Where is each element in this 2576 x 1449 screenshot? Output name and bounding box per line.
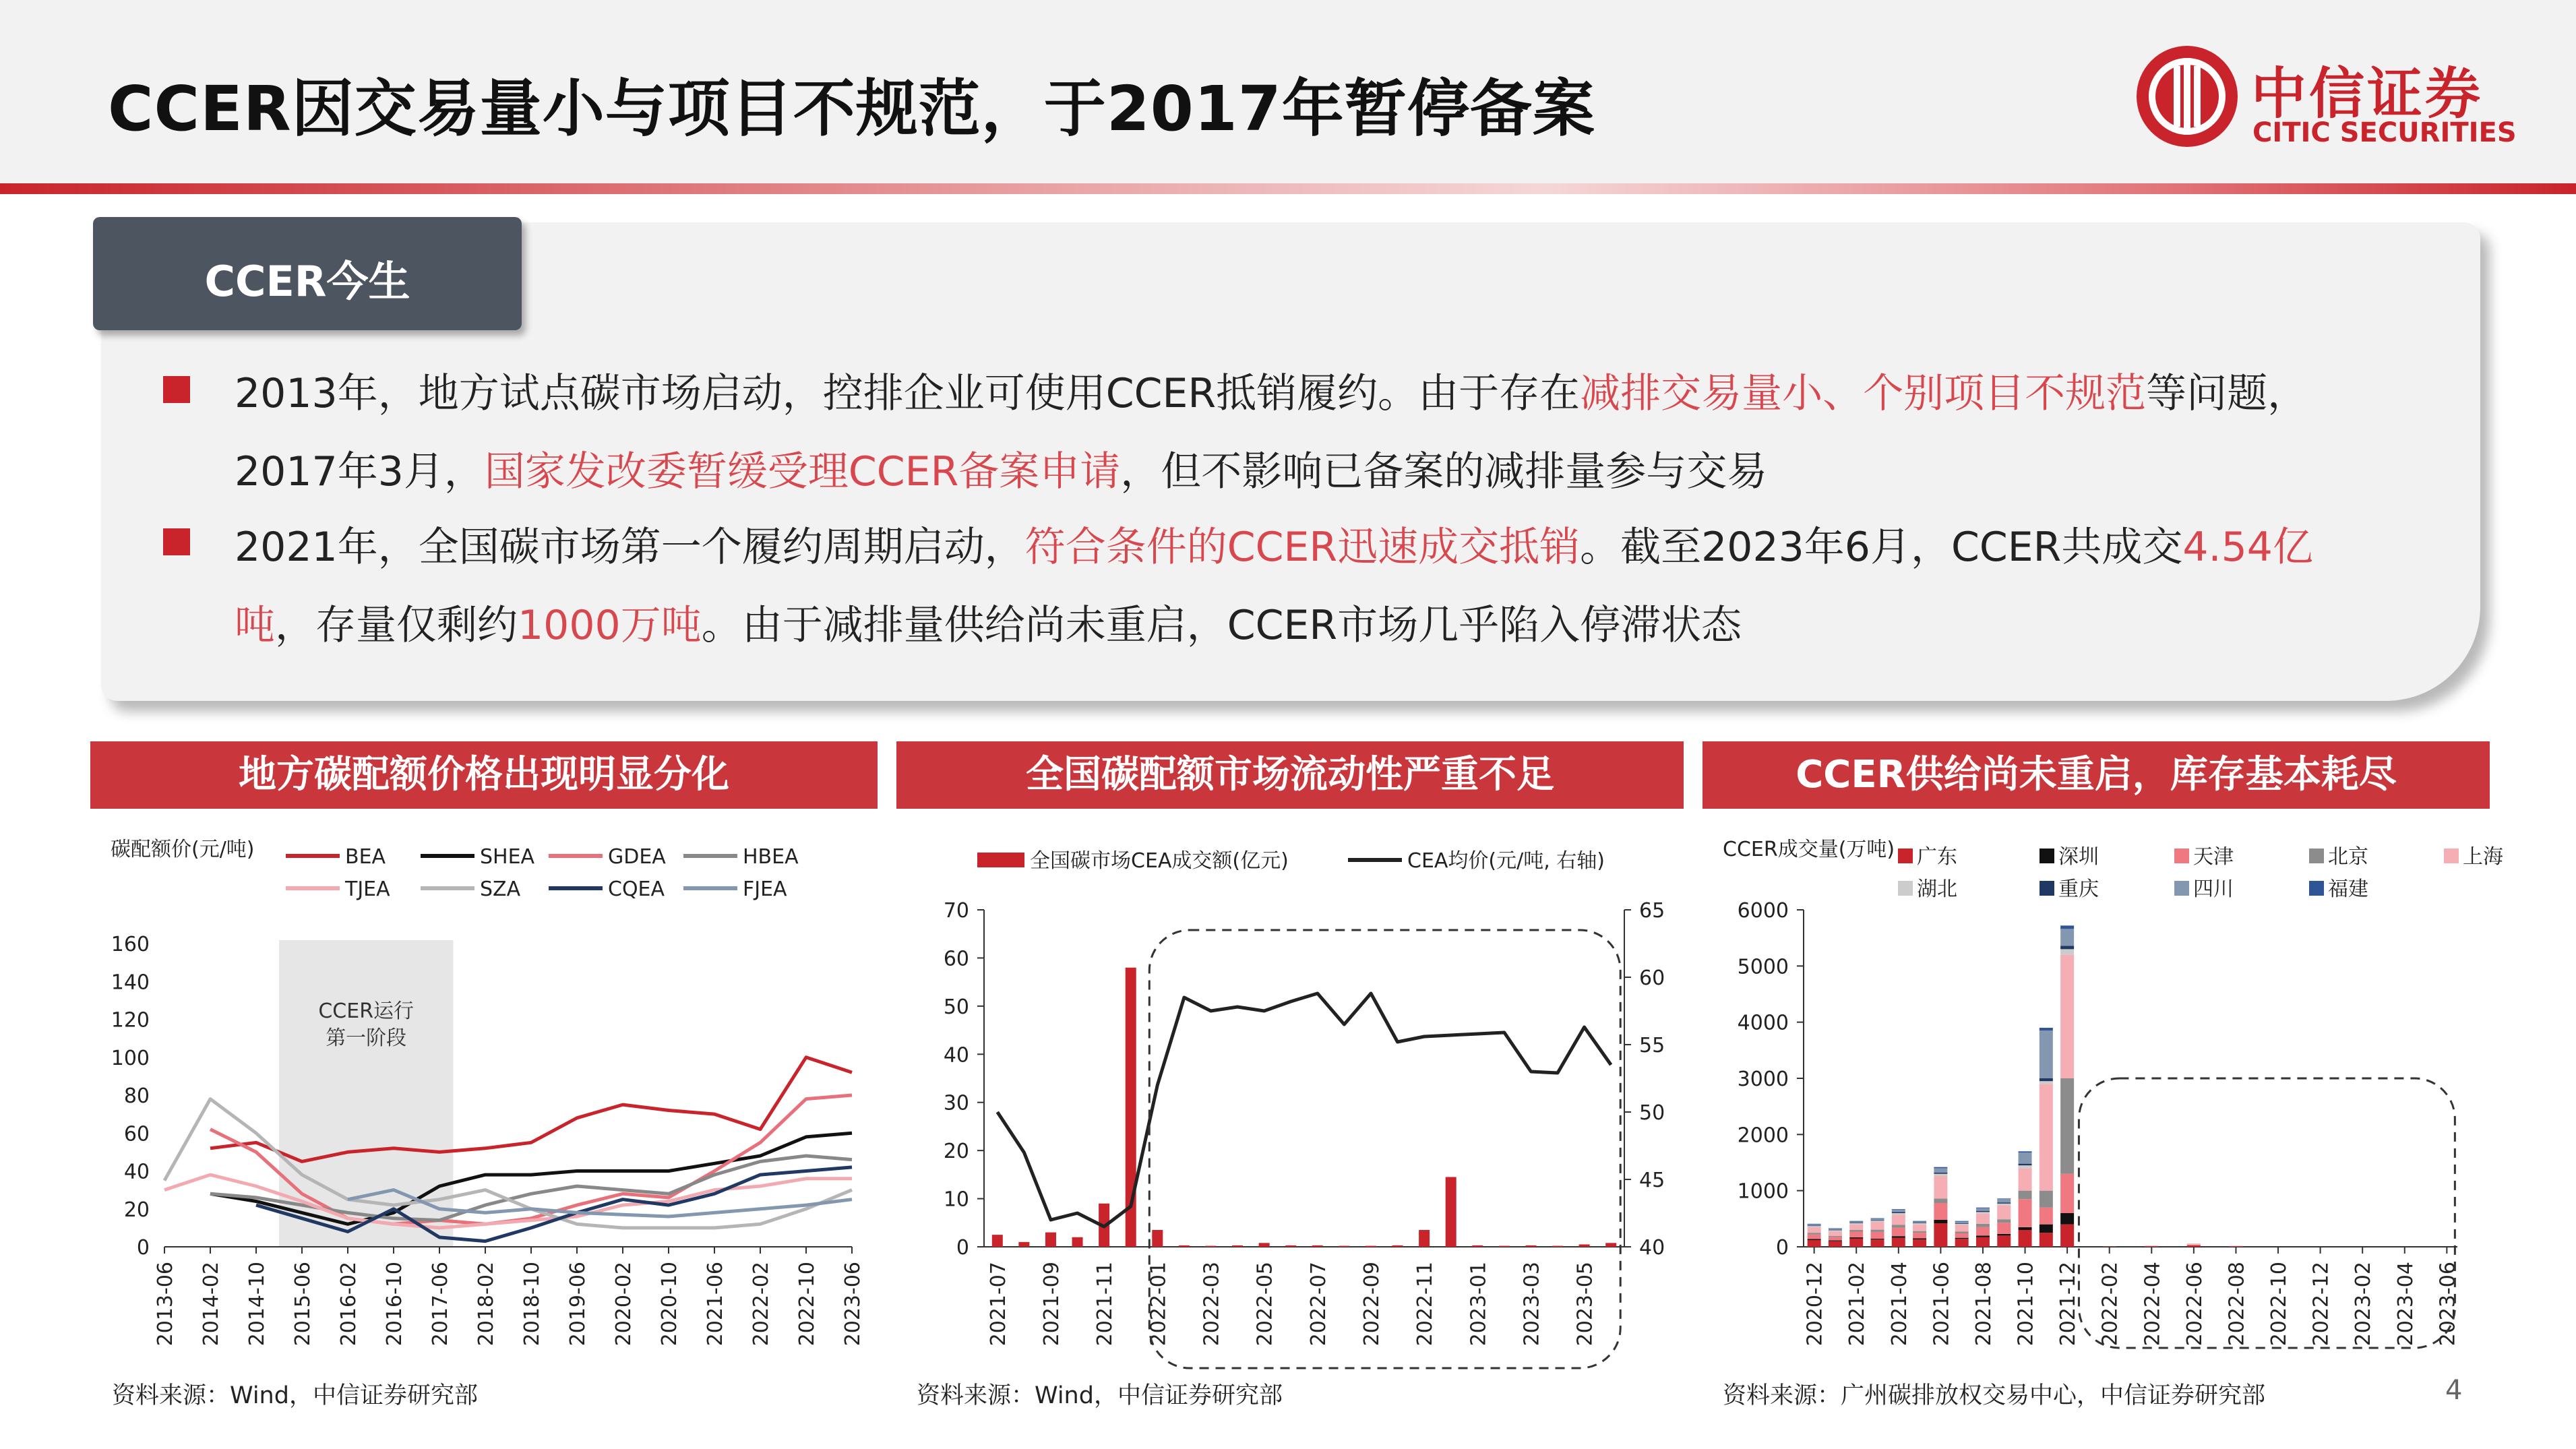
stacked-bar-segment-重庆 xyxy=(2040,1078,2053,1081)
legend-label: 湖北 xyxy=(1917,877,1957,901)
annotation-label: CCER运行 xyxy=(318,999,415,1023)
stacked-bar-segment-北京 xyxy=(2019,1191,2032,1200)
stacked-bar-segment-上海 xyxy=(1892,1215,1905,1225)
y-tick-label: 0 xyxy=(1775,1236,1789,1260)
stacked-bar-segment-广东 xyxy=(1976,1237,1990,1247)
chart-3-source: 资料来源：广州碳排放权交易中心，中信证券研究部 xyxy=(1723,1382,2266,1409)
cea-volume-bar xyxy=(1525,1245,1536,1247)
x-tick-label: 2022-01 xyxy=(1146,1262,1171,1347)
national-liquidity-chart xyxy=(896,822,1684,1361)
legend-label: 福建 xyxy=(2328,877,2368,901)
legend-label: TJEA xyxy=(345,877,390,901)
stacked-bar-segment-北京 xyxy=(1871,1230,1884,1232)
legend-swatch xyxy=(2309,881,2324,896)
stacked-bar-segment-上海 xyxy=(1871,1222,1884,1230)
stacked-bar-segment-重庆 xyxy=(1892,1212,1905,1213)
stacked-bar-segment-上海 xyxy=(1997,1205,2011,1219)
highlight-text: 吨 xyxy=(235,602,275,649)
y2-tick-label: 40 xyxy=(1639,1236,1665,1260)
y-tick-label: 60 xyxy=(123,1122,150,1146)
legend-label: 天津 xyxy=(2193,845,2234,869)
stacked-bar-segment-四川 xyxy=(1808,1225,1821,1226)
chart-2-header: 全国碳配额市场流动性严重不足 xyxy=(896,741,1684,809)
stacked-bar-segment-福建 xyxy=(1808,1224,1821,1225)
bullet-1-line-1 xyxy=(235,361,2308,419)
stacked-bar-segment-广东 xyxy=(1871,1239,1884,1247)
legend-swatch xyxy=(2444,849,2459,863)
stacked-bar-segment-北京 xyxy=(1934,1198,1947,1203)
stacked-bar-segment-四川 xyxy=(1849,1222,1863,1223)
x-tick-label: 2022-08 xyxy=(2225,1262,2249,1347)
highlight-text: 符合条件的CCER迅速成交抵销 xyxy=(1024,524,1581,571)
stacked-bar-segment-四川 xyxy=(2040,1030,2053,1078)
stacked-bar-segment-广东 xyxy=(1808,1240,1821,1247)
x-tick-label: 2021-09 xyxy=(1039,1262,1064,1347)
text-segment: 2013年，地方试点碳市场启动，控排企业可使用CCER抵销履约。由于存在 xyxy=(235,370,1581,417)
bullet-marker-2 xyxy=(163,528,190,555)
cea-price-line xyxy=(998,993,1611,1227)
legend-label: 北京 xyxy=(2328,845,2368,869)
stacked-bar-segment-广东 xyxy=(1829,1241,1842,1247)
x-tick-label: 2023-06 xyxy=(2436,1262,2460,1347)
x-tick-label: 2020-12 xyxy=(1803,1262,1827,1347)
stacked-bar-segment-天津 xyxy=(2040,1208,2053,1225)
stacked-bar-segment-北京 xyxy=(2060,1078,2074,1174)
stacked-bar-segment-湖北 xyxy=(1976,1212,1990,1214)
x-tick-label: 2019-06 xyxy=(566,1262,590,1347)
cea-volume-bar xyxy=(1419,1230,1430,1247)
stacked-bar-segment-湖北 xyxy=(2060,949,2074,954)
text-segment: 等问题， xyxy=(2146,370,2308,417)
x-tick-label: 2021-12 xyxy=(2056,1262,2081,1347)
section-tag-label: CCER今生 xyxy=(204,257,410,306)
stacked-bar-segment-上海 xyxy=(2187,1243,2201,1245)
stacked-bar-segment-四川 xyxy=(1976,1208,1990,1211)
stacked-bar-segment-四川 xyxy=(1955,1222,1969,1224)
y-tick-label: 0 xyxy=(136,1236,150,1260)
y-tick-label: 1000 xyxy=(1737,1179,1789,1204)
stacked-bar-segment-福建 xyxy=(2060,925,2074,929)
y-tick-label: 4000 xyxy=(1737,1011,1789,1035)
text-segment: ，但不影响已备案的减排量参与交易 xyxy=(1120,448,1768,495)
cea-volume-bar xyxy=(1579,1244,1590,1247)
x-tick-label: 2018-02 xyxy=(474,1262,498,1347)
stacked-bar-segment-湖北 xyxy=(1849,1223,1863,1225)
y-tick-label: 3000 xyxy=(1737,1068,1789,1091)
cea-volume-bar xyxy=(1605,1243,1616,1247)
y-tick-label: 6000 xyxy=(1737,899,1789,923)
legend-label: 重庆 xyxy=(2058,877,2099,901)
stacked-bar-segment-广东 xyxy=(1913,1239,1926,1247)
stacked-bar-segment-北京 xyxy=(1892,1225,1905,1228)
cea-volume-bar xyxy=(1472,1245,1483,1247)
x-tick-label: 2023-01 xyxy=(1467,1262,1491,1347)
stacked-bar-segment-湖北 xyxy=(1955,1224,1969,1225)
stacked-bar-segment-北京 xyxy=(1955,1232,1969,1234)
ccer-supply-chart xyxy=(1703,822,2503,1361)
legend-label: FJEA xyxy=(743,877,787,901)
cea-volume-bar xyxy=(1446,1177,1456,1247)
y-tick-label: 70 xyxy=(943,899,969,923)
stacked-bar-segment-天津 xyxy=(1934,1203,1947,1220)
x-tick-label: 2021-10 xyxy=(2014,1262,2038,1347)
y-tick-label: 160 xyxy=(111,933,150,956)
citic-logo xyxy=(2137,46,2517,160)
stacked-bar-segment-北京 xyxy=(1997,1219,2011,1223)
x-tick-label: 2018-10 xyxy=(520,1262,544,1347)
stacked-bar-segment-广东 xyxy=(1849,1239,1863,1247)
x-tick-label: 2021-11 xyxy=(1093,1262,1117,1347)
x-tick-label: 2016-02 xyxy=(337,1262,361,1347)
x-tick-label: 2020-10 xyxy=(658,1262,681,1347)
bullet-marker-1 xyxy=(163,376,190,403)
stacked-bar-segment-福建 xyxy=(1934,1167,1947,1169)
stacked-bar-segment-北京 xyxy=(1829,1236,1842,1237)
text-segment: ，存量仅剩约 xyxy=(275,602,518,649)
y-tick-label: 40 xyxy=(943,1043,969,1068)
x-tick-label: 2021-08 xyxy=(1971,1262,1996,1347)
stacked-bar-segment-福建 xyxy=(1849,1221,1863,1222)
x-tick-label: 2022-05 xyxy=(1253,1262,1277,1347)
stacked-bar-segment-深圳 xyxy=(1808,1239,1821,1240)
stacked-bar-segment-北京 xyxy=(1808,1233,1821,1235)
x-tick-label: 2022-06 xyxy=(2182,1262,2207,1347)
x-tick-label: 2021-02 xyxy=(1845,1262,1870,1347)
y2-tick-label: 50 xyxy=(1639,1101,1665,1125)
x-tick-label: 2022-12 xyxy=(2309,1262,2333,1347)
cea-volume-bar xyxy=(1205,1246,1216,1247)
cea-volume-bar xyxy=(1312,1245,1323,1247)
stacked-bar-segment-深圳 xyxy=(1913,1239,1926,1240)
stacked-bar-segment-广东 xyxy=(2060,1225,2074,1247)
legend-swatch xyxy=(2040,849,2054,863)
text-segment: 2017年3月， xyxy=(235,448,485,495)
cea-volume-bar xyxy=(1259,1243,1270,1247)
stacked-bar-segment-广东 xyxy=(2145,1246,2158,1247)
stacked-bar-segment-深圳 xyxy=(1849,1237,1863,1239)
x-tick-label: 2021-06 xyxy=(704,1262,727,1347)
stacked-bar-segment-深圳 xyxy=(1934,1220,1947,1223)
legend-label: HBEA xyxy=(743,845,799,869)
x-tick-label: 2020-02 xyxy=(612,1262,636,1347)
stacked-bar-segment-四川 xyxy=(1913,1222,1926,1223)
stacked-bar-segment-福建 xyxy=(2019,1151,2032,1152)
stacked-bar-segment-重庆 xyxy=(1934,1173,1947,1174)
stacked-bar-segment-上海 xyxy=(1849,1225,1863,1230)
stacked-bar-segment-天津 xyxy=(2019,1199,2032,1227)
stacked-bar-segment-四川 xyxy=(1892,1210,1905,1212)
y-tick-label: 2000 xyxy=(1737,1123,1789,1148)
stacked-bar-segment-四川 xyxy=(2019,1152,2032,1164)
legend-label: 全国碳市场CEA成交额(亿元) xyxy=(1030,849,1289,873)
cea-volume-bar xyxy=(1152,1230,1163,1247)
legend-swatch xyxy=(2040,881,2054,896)
highlight-text: 国家发改委暂缓受理CCER备案申请 xyxy=(484,448,1121,495)
logo-text-en: CITIC SECURITIES xyxy=(2252,117,2517,148)
legend-swatch xyxy=(2174,849,2189,863)
stacked-bar-segment-北京 xyxy=(1976,1224,1990,1227)
x-tick-label: 2022-02 xyxy=(2098,1262,2122,1347)
header-divider xyxy=(0,183,2576,194)
stacked-bar-segment-湖北 xyxy=(1934,1174,1947,1176)
legend-label: BEA xyxy=(345,845,386,869)
stacked-bar-segment-重庆 xyxy=(2060,946,2074,949)
text-segment: 。截至2023年6月，CCER共成交 xyxy=(1580,524,2183,571)
stacked-bar-segment-上海 xyxy=(1955,1225,1969,1232)
legend-swatch xyxy=(977,853,1024,867)
y-tick-label: 120 xyxy=(111,1008,150,1032)
highlight-text: 4.54亿 xyxy=(2182,524,2313,571)
stacked-bar-segment-重庆 xyxy=(1871,1220,1884,1221)
page-title: CCER因交易量小与项目不规范，于2017年暂停备案 xyxy=(108,73,1595,145)
stacked-bar-segment-天津 xyxy=(1808,1235,1821,1239)
x-tick-label: 2014-02 xyxy=(200,1262,223,1347)
stacked-bar-segment-湖北 xyxy=(2019,1165,2032,1168)
page-number: 4 xyxy=(2445,1375,2463,1406)
y-tick-label: 100 xyxy=(111,1046,150,1070)
y2-tick-label: 60 xyxy=(1639,966,1665,990)
legend-label: 深圳 xyxy=(2058,845,2099,869)
y-tick-label: 20 xyxy=(943,1140,969,1164)
x-tick-label: 2023-05 xyxy=(1573,1262,1597,1347)
stacked-bar-segment-天津 xyxy=(1871,1232,1884,1239)
y-tick-label: 5000 xyxy=(1737,955,1789,979)
stacked-bar-segment-天津 xyxy=(1892,1228,1905,1237)
legend-label: 四川 xyxy=(2193,877,2234,901)
stacked-bar-segment-湖北 xyxy=(1871,1221,1884,1222)
stacked-bar-segment-广东 xyxy=(1892,1238,1905,1247)
stacked-bar-segment-重庆 xyxy=(1955,1223,1969,1224)
annotation-label: 第一阶段 xyxy=(326,1026,407,1050)
stacked-bar-segment-广东 xyxy=(1955,1239,1969,1247)
y-axis-title: CCER成交量(万吨) xyxy=(1723,838,1895,861)
legend-label: CEA均价(元/吨, 右轴) xyxy=(1407,849,1605,873)
y-tick-label: 140 xyxy=(111,970,150,995)
y2-tick-label: 55 xyxy=(1639,1034,1665,1057)
stacked-bar-segment-重庆 xyxy=(1829,1230,1842,1231)
stacked-bar-segment-湖北 xyxy=(1913,1223,1926,1225)
cea-volume-bar xyxy=(1366,1246,1376,1247)
x-tick-label: 2022-10 xyxy=(795,1262,819,1347)
cea-volume-bar xyxy=(1045,1233,1056,1247)
cea-volume-bar xyxy=(992,1235,1003,1247)
legend-label: GDEA xyxy=(608,845,666,869)
stacked-bar-segment-深圳 xyxy=(1955,1238,1969,1239)
x-tick-label: 2023-04 xyxy=(2393,1262,2418,1347)
y-tick-label: 10 xyxy=(943,1188,969,1212)
stacked-bar-segment-深圳 xyxy=(2040,1225,2053,1233)
x-tick-label: 2021-04 xyxy=(1887,1262,1911,1347)
stacked-bar-segment-广东 xyxy=(1934,1223,1947,1247)
legend-label: CQEA xyxy=(608,877,665,901)
x-tick-label: 2022-03 xyxy=(1200,1262,1224,1347)
x-tick-label: 2022-09 xyxy=(1359,1262,1384,1347)
stacked-bar-segment-重庆 xyxy=(1976,1211,1990,1212)
legend-swatch xyxy=(1898,881,1913,896)
stacked-bar-segment-福建 xyxy=(2040,1028,2053,1030)
stacked-bar-segment-广东 xyxy=(2229,1246,2242,1247)
stacked-bar-segment-四川 xyxy=(2060,929,2074,946)
stacked-bar-segment-重庆 xyxy=(2019,1164,2032,1166)
stacked-bar-segment-天津 xyxy=(1955,1233,1969,1238)
stacked-bar-segment-上海 xyxy=(1808,1227,1821,1233)
cea-volume-bar xyxy=(1072,1237,1083,1247)
bullet-2-line-2 xyxy=(235,593,1742,651)
legend-label: SZA xyxy=(480,877,521,901)
y-tick-label: 0 xyxy=(956,1236,969,1260)
stacked-bar-segment-广东 xyxy=(1997,1235,2011,1247)
y-axis-title: 碳配额价(元/吨) xyxy=(111,838,255,861)
bullet-2-line-1 xyxy=(235,515,2313,573)
x-tick-label: 2022-11 xyxy=(1413,1262,1438,1347)
stacked-bar-segment-深圳 xyxy=(1976,1235,1990,1237)
x-tick-label: 2022-07 xyxy=(1306,1262,1330,1347)
stacked-bar-segment-上海 xyxy=(2060,955,2074,1078)
stacked-bar-segment-北京 xyxy=(1913,1231,1926,1233)
x-tick-label: 2022-10 xyxy=(2267,1262,2292,1347)
stacked-bar-segment-湖北 xyxy=(1829,1230,1842,1231)
stacked-bar-segment-天津 xyxy=(1849,1232,1863,1237)
cea-volume-bar xyxy=(1392,1245,1403,1247)
cea-volume-bar xyxy=(1018,1242,1029,1247)
stacked-bar-segment-上海 xyxy=(1913,1225,1926,1231)
legend-label: SHEA xyxy=(480,845,535,869)
x-tick-label: 2021-07 xyxy=(986,1262,1010,1347)
text-segment: 。由于减排量供给尚未重启，CCER市场几乎陷入停滞状态 xyxy=(701,602,1742,649)
legend-swatch xyxy=(2309,849,2324,863)
stacked-bar-segment-福建 xyxy=(1913,1221,1926,1222)
x-tick-label: 2017-06 xyxy=(429,1262,452,1347)
highlight-text: 1000万吨 xyxy=(518,602,702,649)
cea-volume-bar xyxy=(1285,1245,1296,1247)
stacked-bar-segment-重庆 xyxy=(1997,1202,2011,1204)
stacked-bar-segment-广东 xyxy=(2187,1245,2201,1247)
x-tick-label: 2023-02 xyxy=(2352,1262,2376,1347)
stacked-bar-segment-广东 xyxy=(2019,1230,2032,1247)
cea-volume-bar xyxy=(1179,1245,1190,1247)
legend-swatch xyxy=(2174,881,2189,896)
x-tick-label: 2014-10 xyxy=(245,1262,269,1347)
stacked-bar-segment-湖北 xyxy=(1997,1204,2011,1206)
stacked-bar-segment-四川 xyxy=(1934,1168,1947,1173)
x-tick-label: 2023-06 xyxy=(841,1262,865,1347)
stacked-bar-segment-四川 xyxy=(1997,1199,2011,1202)
stacked-bar-segment-上海 xyxy=(1829,1231,1842,1236)
x-tick-label: 2015-06 xyxy=(291,1262,315,1347)
x-tick-label: 2016-10 xyxy=(383,1262,406,1347)
cea-volume-bar xyxy=(1339,1246,1349,1247)
y-tick-label: 80 xyxy=(123,1084,150,1108)
stacked-bar-segment-福建 xyxy=(1955,1221,1969,1222)
stacked-bar-segment-上海 xyxy=(1934,1176,1947,1198)
stacked-bar-segment-天津 xyxy=(1997,1223,2011,1234)
stacked-bar-segment-深圳 xyxy=(1997,1234,2011,1236)
stacked-bar-segment-北京 xyxy=(2040,1191,2053,1208)
stacked-bar-segment-天津 xyxy=(2060,1174,2074,1213)
y2-tick-label: 45 xyxy=(1639,1169,1665,1192)
chart-3-header: CCER供给尚未重启，库存基本耗尽 xyxy=(1703,741,2490,809)
logo-text-cn: 中信证券 xyxy=(2251,62,2484,126)
stacked-bar-segment-湖北 xyxy=(1808,1226,1821,1227)
stacked-bar-segment-深圳 xyxy=(1892,1236,1905,1238)
y-tick-label: 60 xyxy=(943,947,969,971)
stacked-bar-segment-福建 xyxy=(1892,1209,1905,1210)
stacked-bar-segment-重庆 xyxy=(1808,1225,1821,1226)
section-tag xyxy=(93,217,522,330)
x-tick-label: 2022-04 xyxy=(2141,1262,2165,1347)
stacked-bar-segment-深圳 xyxy=(2019,1227,2032,1230)
x-tick-label: 2023-03 xyxy=(1520,1262,1544,1347)
stacked-bar-segment-广东 xyxy=(2040,1233,2053,1247)
y2-tick-label: 65 xyxy=(1639,899,1665,923)
y-tick-label: 20 xyxy=(123,1198,150,1222)
stacked-bar-segment-福建 xyxy=(1997,1198,2011,1199)
legend-swatch xyxy=(1898,849,1913,863)
stacked-bar-segment-湖北 xyxy=(2040,1081,2053,1084)
x-tick-label: 2022-02 xyxy=(749,1262,773,1347)
cea-volume-bar xyxy=(1499,1246,1510,1247)
y-tick-label: 40 xyxy=(123,1160,150,1184)
stacked-bar-segment-天津 xyxy=(1976,1227,1990,1236)
legend-label: 广东 xyxy=(1917,845,1957,869)
stacked-bar-segment-天津 xyxy=(1829,1237,1842,1240)
highlight-text: 减排交易量小、个别项目不规范 xyxy=(1580,370,2147,417)
stacked-bar-segment-天津 xyxy=(1913,1233,1926,1238)
stacked-bar-segment-深圳 xyxy=(1829,1240,1842,1241)
citic-logo-icon xyxy=(2137,46,2238,147)
x-tick-label: 2021-06 xyxy=(1930,1262,1954,1347)
stacked-bar-segment-上海 xyxy=(1976,1214,1990,1224)
chart-1-header: 地方碳配额价格出现明显分化 xyxy=(90,741,878,809)
stacked-bar-segment-四川 xyxy=(1871,1219,1884,1220)
cea-volume-bar xyxy=(1552,1246,1563,1247)
bullet-1-line-2 xyxy=(235,439,1767,497)
stacked-bar-segment-深圳 xyxy=(2060,1213,2074,1225)
stacked-bar-segment-上海 xyxy=(2019,1168,2032,1190)
text-segment: 2021年，全国碳市场第一个履约周期启动， xyxy=(235,524,1025,571)
chart-2-source: 资料来源：Wind，中信证券研究部 xyxy=(917,1382,1283,1409)
y-tick-label: 50 xyxy=(943,995,969,1019)
y-tick-label: 30 xyxy=(943,1091,969,1115)
x-tick-label: 2013-06 xyxy=(154,1262,177,1347)
stacked-bar-segment-北京 xyxy=(1849,1230,1863,1232)
chart-1-source: 资料来源：Wind，中信证券研究部 xyxy=(112,1382,478,1409)
stacked-bar-segment-湖北 xyxy=(1892,1213,1905,1215)
legend-label: 上海 xyxy=(2463,845,2503,869)
regional-price-chart xyxy=(90,822,878,1361)
stacked-bar-segment-上海 xyxy=(2040,1084,2053,1190)
cea-volume-bar xyxy=(1232,1245,1243,1247)
